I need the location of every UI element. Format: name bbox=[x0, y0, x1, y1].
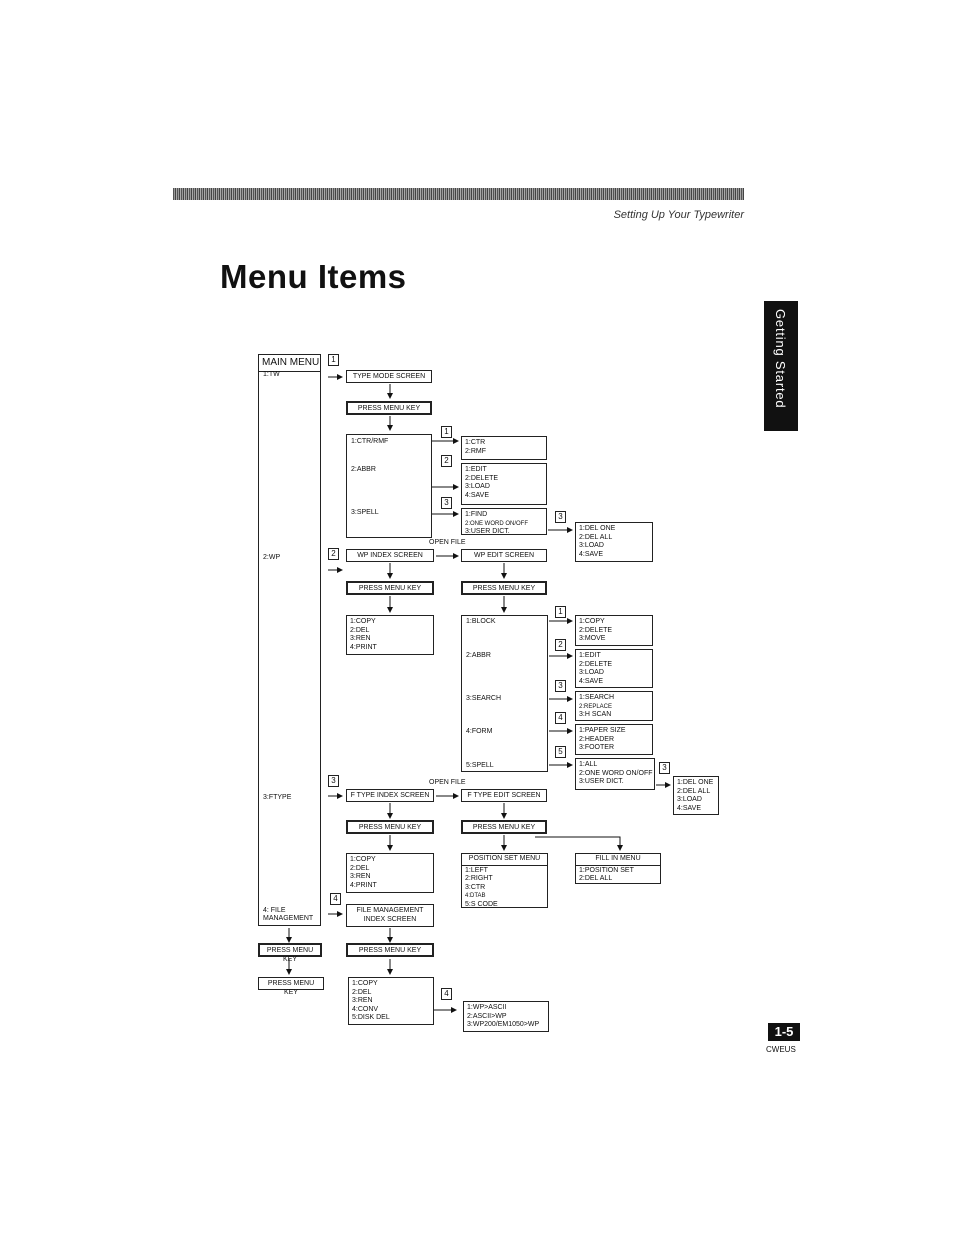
wp-spell-item: 2:ONE WORD ON/OFF bbox=[579, 769, 653, 777]
wp-user-dict-item: 4:SAVE bbox=[677, 804, 701, 812]
ftype-index-item: 4:PRINT bbox=[350, 881, 377, 889]
type-mode-screen: TYPE MODE SCREEN bbox=[346, 370, 432, 383]
page-code: CWEUS bbox=[766, 1045, 796, 1054]
tw-ctr-item: 1:CTR bbox=[465, 439, 486, 446]
press-menu-key-wp-edit: PRESS MENU KEY bbox=[461, 581, 547, 595]
tw-menu-item: 1:CTR/RMF bbox=[351, 438, 389, 445]
marker-3: 3 bbox=[441, 497, 452, 509]
user-dict-item: 2:DEL ALL bbox=[579, 533, 613, 541]
marker-1: 1 bbox=[441, 426, 452, 438]
page-number: 1-5 bbox=[768, 1023, 800, 1041]
press-menu-key-main-1: PRESS MENU KEY bbox=[258, 943, 322, 957]
tw-menu-item: 3:SPELL bbox=[351, 509, 379, 516]
ftype-index-item: 3:REN bbox=[350, 873, 371, 880]
file-management-index-line2: INDEX SCREEN bbox=[363, 916, 417, 923]
main-menu-item-file-management: 4: FILE MANAGEMENT bbox=[263, 907, 314, 922]
wp-spell-item: 3:USER DICT. bbox=[579, 778, 624, 785]
tw-spell-box bbox=[461, 508, 547, 535]
press-menu-key-tw: PRESS MENU KEY bbox=[346, 401, 432, 415]
tw-ctr-item: 2:RMF bbox=[465, 447, 486, 455]
marker-2: 2 bbox=[555, 639, 566, 651]
press-menu-key-wp-index: PRESS MENU KEY bbox=[346, 581, 434, 595]
wp-block-box bbox=[575, 615, 653, 646]
marker-4: 4 bbox=[555, 712, 566, 724]
fm-item: 4:CONV bbox=[352, 1005, 379, 1013]
wp-block-item: 1:COPY bbox=[579, 618, 605, 625]
wp-abbr-item: 1:EDIT bbox=[579, 652, 601, 659]
fm-conv-box bbox=[463, 1001, 549, 1032]
page-title: Menu Items bbox=[220, 258, 407, 295]
wp-abbr-item: 4:SAVE bbox=[579, 677, 603, 685]
position-set-item: 3:CTR bbox=[465, 883, 486, 891]
ftype-index-item: 2:DEL bbox=[350, 864, 370, 872]
open-file-label-ftype: OPEN FILE bbox=[429, 779, 466, 786]
wp-index-menu-box bbox=[346, 615, 434, 655]
press-menu-key-ftype-edit: PRESS MENU KEY bbox=[461, 820, 547, 834]
wp-search-item: 2:REPLACE bbox=[579, 703, 613, 710]
wp-spell-item: 1:ALL bbox=[579, 761, 598, 768]
position-set-item: 4:DTAB bbox=[465, 893, 486, 899]
arrow-line bbox=[535, 837, 620, 850]
tw-abbr-item: 1:EDIT bbox=[465, 466, 487, 473]
tw-ctr-box bbox=[461, 436, 547, 460]
wp-search-item: 1:SEARCH bbox=[579, 694, 615, 701]
position-set-item: 2:RIGHT bbox=[465, 875, 493, 882]
file-management-index-screen bbox=[346, 904, 434, 927]
wp-edit-screen: WP EDIT SCREEN bbox=[461, 549, 547, 562]
position-set-item: 1:LEFT bbox=[465, 866, 488, 874]
wp-user-dict-item: 2:DEL ALL bbox=[677, 787, 711, 795]
tw-abbr-item: 4:SAVE bbox=[465, 491, 489, 499]
open-file-label: OPEN FILE bbox=[429, 539, 466, 546]
main-menu-item-ftype: 3:FTYPE bbox=[263, 794, 292, 801]
marker-2-wp: 2 bbox=[328, 548, 339, 560]
fill-in-title: FILL IN MENU bbox=[576, 854, 660, 866]
user-dict-item: 4:SAVE bbox=[579, 550, 603, 558]
ftype-edit-screen: F TYPE EDIT SCREEN bbox=[461, 789, 547, 802]
marker-5: 5 bbox=[555, 746, 566, 758]
user-dict-box bbox=[575, 522, 653, 562]
tw-spell-item: 2:ONE WORD ON/OFF bbox=[465, 520, 528, 527]
wp-index-screen: WP INDEX SCREEN bbox=[346, 549, 434, 562]
user-dict-item: 1:DEL ONE bbox=[579, 525, 616, 532]
side-tab-label: Getting Started bbox=[773, 309, 788, 409]
fill-in-menu-box bbox=[575, 853, 661, 884]
tw-spell-item: 3:USER DICT. bbox=[465, 528, 510, 535]
position-set-title: POSITION SET MENU bbox=[462, 854, 547, 866]
wp-edit-item: 3:SEARCH bbox=[466, 695, 502, 702]
wp-spell-box bbox=[575, 758, 655, 790]
marker-2: 2 bbox=[441, 455, 452, 467]
marker-1: 1 bbox=[555, 606, 566, 618]
marker-3: 3 bbox=[555, 511, 566, 523]
wp-user-dict-box bbox=[673, 776, 719, 815]
tw-abbr-item: 2:DELETE bbox=[465, 474, 499, 482]
wp-search-box bbox=[575, 691, 653, 721]
wp-abbr-box bbox=[575, 649, 653, 688]
position-set-item: 5:S CODE bbox=[465, 900, 498, 908]
tw-menu-box bbox=[346, 434, 432, 538]
file-management-menu-box bbox=[348, 977, 434, 1025]
wp-index-item: 1:COPY bbox=[350, 618, 376, 625]
wp-index-item: 3:REN bbox=[350, 635, 371, 642]
marker-4: 4 bbox=[441, 988, 452, 1000]
marker-4-file: 4 bbox=[330, 893, 341, 905]
ftype-index-item: 1:COPY bbox=[350, 856, 376, 863]
fm-item: 2:DEL bbox=[352, 988, 372, 996]
wp-block-item: 2:DELETE bbox=[579, 626, 613, 634]
marker-3-ftype: 3 bbox=[328, 775, 339, 787]
fm-conv-item: 1:WP>ASCII bbox=[467, 1004, 507, 1011]
wp-index-item: 2:DEL bbox=[350, 626, 370, 634]
main-menu-box bbox=[258, 354, 321, 926]
position-set-menu-box bbox=[461, 853, 548, 908]
marker-3: 3 bbox=[659, 762, 670, 774]
fill-in-item: 2:DEL ALL bbox=[579, 875, 613, 882]
wp-search-item: 3:H SCAN bbox=[579, 711, 612, 718]
main-menu-item-wp: 2:WP bbox=[263, 554, 281, 561]
fm-conv-item: 2:ASCII>WP bbox=[467, 1012, 507, 1020]
marker-1-tw: 1 bbox=[328, 354, 339, 366]
tw-menu-item: 2:ABBR bbox=[351, 466, 376, 473]
ftype-index-menu-box bbox=[346, 853, 434, 893]
main-menu-title: MAIN MENU bbox=[259, 355, 320, 372]
fm-item: 5:DISK DEL bbox=[352, 1014, 390, 1021]
wp-form-item: 3:FOOTER bbox=[579, 744, 615, 751]
wp-form-box bbox=[575, 724, 653, 755]
wp-abbr-item: 3:LOAD bbox=[579, 669, 604, 676]
wp-user-dict-item: 3:LOAD bbox=[677, 796, 702, 803]
marker-3: 3 bbox=[555, 680, 566, 692]
wp-index-item: 4:PRINT bbox=[350, 643, 377, 651]
wp-block-item: 3:MOVE bbox=[579, 635, 606, 642]
press-menu-key-main-2: PRESS MENU KEY bbox=[258, 977, 324, 990]
fill-in-item: 1:POSITION SET bbox=[579, 866, 634, 874]
fm-item: 1:COPY bbox=[352, 980, 378, 987]
tw-spell-item: 1:FIND bbox=[465, 511, 488, 518]
press-menu-key-ftype-index: PRESS MENU KEY bbox=[346, 820, 434, 834]
wp-form-item: 1:PAPER SIZE bbox=[579, 727, 626, 734]
wp-abbr-item: 2:DELETE bbox=[579, 660, 613, 668]
wp-edit-item: 4:FORM bbox=[466, 728, 493, 735]
fm-conv-item: 3:WP200/EM1050>WP bbox=[467, 1021, 540, 1028]
tw-abbr-item: 3:LOAD bbox=[465, 483, 490, 490]
wp-edit-item: 2:ABBR bbox=[466, 652, 491, 659]
file-management-index-line1: FILE MANAGEMENT bbox=[356, 907, 424, 914]
main-menu-item-tw: 1:TW bbox=[263, 371, 280, 378]
wp-form-item: 2:HEADER bbox=[579, 735, 615, 743]
press-menu-key-file-management: PRESS MENU KEY bbox=[346, 943, 434, 957]
wp-user-dict-item: 1:DEL ONE bbox=[677, 779, 714, 786]
ftype-index-screen: F TYPE INDEX SCREEN bbox=[346, 789, 434, 802]
wp-edit-menu-box bbox=[461, 615, 548, 772]
fm-item: 3:REN bbox=[352, 997, 373, 1004]
wp-edit-item: 1:BLOCK bbox=[466, 618, 496, 625]
wp-edit-item: 5:SPELL bbox=[466, 762, 494, 769]
section-header: Setting Up Your Typewriter bbox=[613, 209, 744, 221]
user-dict-item: 3:LOAD bbox=[579, 542, 604, 549]
tw-abbr-box bbox=[461, 463, 547, 505]
